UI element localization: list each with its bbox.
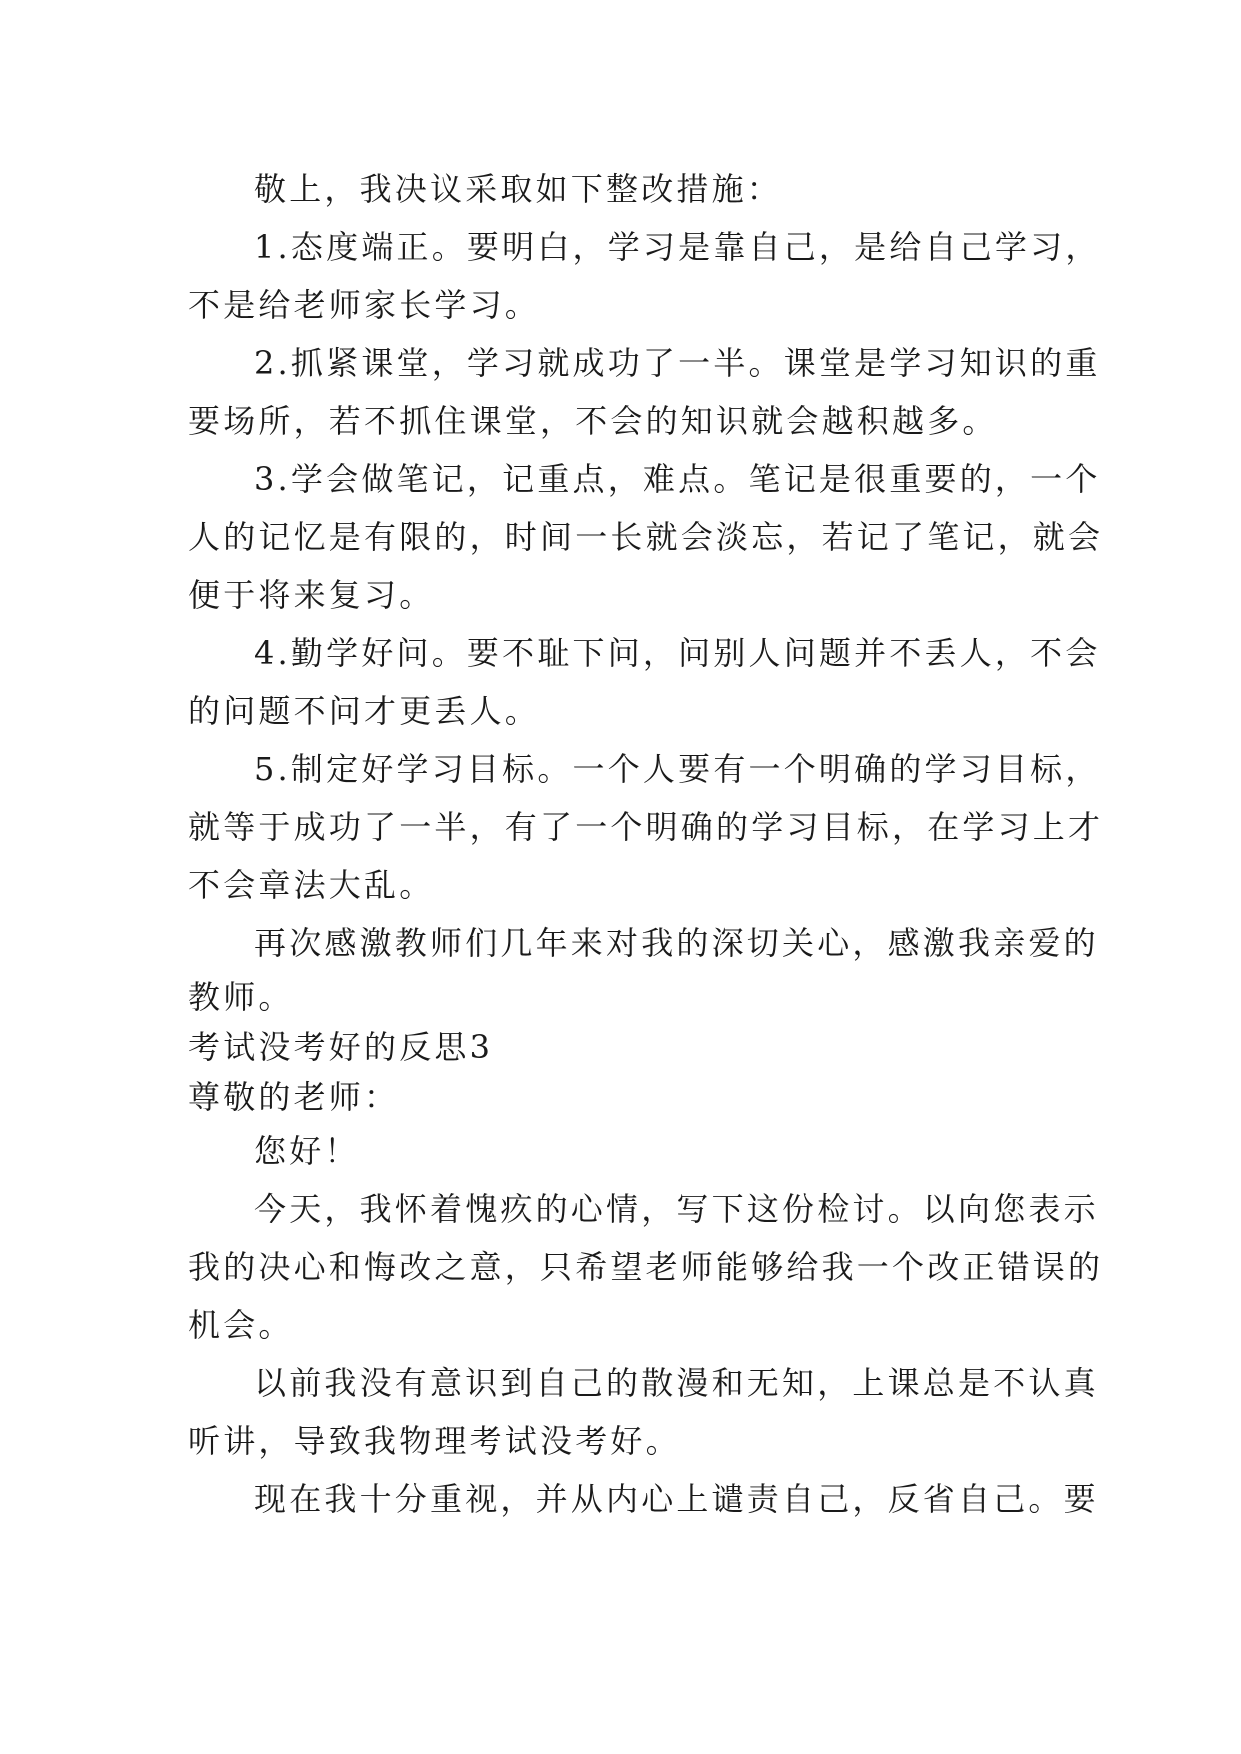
paragraph-line: 4.勤学好问。要不耻下问，问别人问题并不丢人，不会 [254,634,1101,672]
paragraph-line: 敬上，我决议采取如下整改措施： [254,170,783,208]
paragraph-line: 就等于成功了一半，有了一个明确的学习目标，在学习上才 [188,808,1104,846]
paragraph-line: 今天，我怀着愧疚的心情，写下这份检讨。以向您表示 [254,1190,1099,1228]
paragraph-line: 不会章法大乱。 [188,866,435,904]
paragraph-line: 教师。 [188,978,294,1016]
paragraph-line: 便于将来复习。 [188,576,435,614]
section-heading: 考试没考好的反思3 [188,1028,494,1066]
paragraph-line: 以前我没有意识到自己的散漫和无知，上课总是不认真 [254,1364,1099,1402]
paragraph-line: 5.制定好学习目标。一个人要有一个明确的学习目标， [254,750,1101,788]
paragraph-line: 1.态度端正。要明白，学习是靠自己，是给自己学习， [254,228,1101,266]
paragraph-line: 现在我十分重视，并从内心上谴责自己，反省自己。要 [254,1480,1099,1518]
salutation: 尊敬的老师： [188,1078,400,1116]
paragraph-line: 要场所，若不抓住课堂，不会的知识就会越积越多。 [188,402,998,440]
paragraph-line: 2.抓紧课堂，学习就成功了一半。课堂是学习知识的重 [254,344,1101,382]
paragraph-line: 再次感激教师们几年来对我的深切关心，感激我亲爱的 [254,924,1099,962]
paragraph-line: 机会。 [188,1306,294,1344]
document-body [188,160,1104,1528]
paragraph-line: 的问题不问才更丢人。 [188,692,541,730]
paragraph-line: 不是给老师家长学习。 [188,286,541,324]
paragraph-line: 3.学会做笔记，记重点，难点。笔记是很重要的，一个 [254,460,1101,498]
paragraph-line: 人的记忆是有限的，时间一长就会淡忘，若记了笔记，就会 [188,518,1104,556]
greeting: 您好！ [254,1132,360,1170]
paragraph-line: 听讲，导致我物理考试没考好。 [188,1422,681,1460]
paragraph-line: 我的决心和悔改之意，只希望老师能够给我一个改正错误的 [188,1248,1104,1286]
